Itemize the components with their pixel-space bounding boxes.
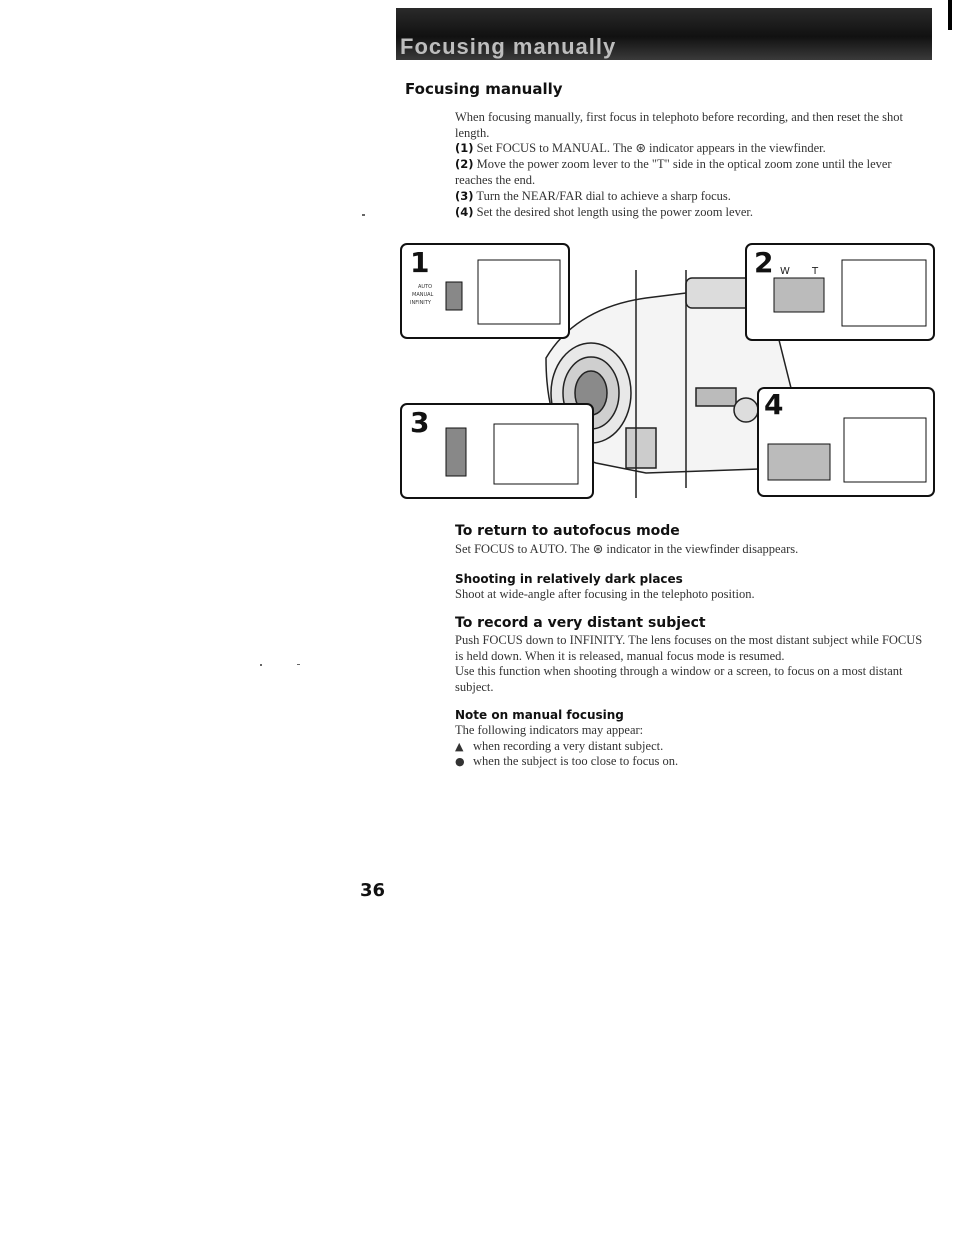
dark-places-title: Shooting in relatively dark places — [455, 572, 683, 586]
note-title: Note on manual focusing — [455, 708, 624, 722]
banner-title: Focusing manually — [400, 34, 617, 59]
step-number: (1) — [455, 141, 474, 155]
step-text: Move the power zoom lever to the "T" side in the optical zoom zone until the lever reaches the end. — [455, 157, 892, 187]
intro-paragraph: When focusing manually, first focus in telephoto before recording, and then reset the shot length. — [455, 110, 904, 140]
note-intro: The following indicators may appear: — [455, 723, 644, 737]
switch-label-manual: MANUAL — [412, 292, 434, 298]
step-number: (4) — [455, 205, 474, 219]
note-item-text: when recording a very distant subject. — [473, 739, 664, 753]
section-title: Focusing manually — [405, 80, 563, 98]
distant-title: To record a very distant subject — [455, 615, 706, 631]
too-close-icon: ● — [455, 755, 465, 768]
step-3 — [455, 189, 927, 205]
callout-2: 2 — [754, 246, 774, 279]
page-number: 36 — [360, 880, 386, 901]
callout-4: 4 — [764, 388, 784, 421]
callout-3: 3 — [410, 406, 430, 439]
step-text: Set the desired shot length using the power zoom lever. — [476, 205, 753, 219]
scan-speck — [260, 664, 262, 666]
step-2 — [455, 157, 927, 188]
distant-text-1: Push FOCUS down to INFINITY. The lens focuses on the most distant subject while FOCUS is held down. When it is released, manual focus mode is resumed. — [455, 633, 923, 663]
panel-3 — [401, 404, 593, 498]
distant-text-2: Use this function when shooting through a window or a screen, to focus on a most distant subject. — [455, 664, 903, 694]
scan-speck — [297, 664, 300, 665]
step-text: Set FOCUS to MANUAL. The ⊛ indicator appears in the viewfinder. — [476, 141, 826, 155]
step-number: (3) — [455, 189, 474, 203]
callout-1: 1 — [410, 246, 430, 279]
autofocus-title: To return to autofocus mode — [455, 523, 680, 539]
scan-speck — [362, 214, 365, 216]
panel-4 — [758, 388, 934, 496]
note-item-close — [455, 754, 678, 769]
edge-tab-marker — [948, 0, 952, 30]
note-item-text: when the subject is too close to focus on. — [473, 754, 679, 768]
step-4 — [455, 205, 927, 221]
zoom-t-label: T — [812, 266, 819, 277]
step-number: (2) — [455, 157, 474, 171]
panel-2 — [746, 244, 934, 340]
autofocus-text: Set FOCUS to AUTO. The ⊛ indicator in the viewfinder disappears. — [455, 542, 799, 556]
zoom-w-label: W — [780, 266, 790, 277]
switch-label-infinity: INFINITY — [410, 300, 431, 306]
switch-label-auto: AUTO — [418, 284, 433, 290]
note-item-distant — [455, 739, 663, 754]
step-1 — [455, 141, 927, 157]
step-text: Turn the NEAR/FAR dial to achieve a sharp focus. — [476, 189, 731, 203]
distant-subject-icon: ▲ — [455, 740, 464, 753]
camcorder-illustration — [396, 238, 936, 504]
dark-places-text: Shoot at wide-angle after focusing in the telephoto position. — [455, 587, 755, 601]
